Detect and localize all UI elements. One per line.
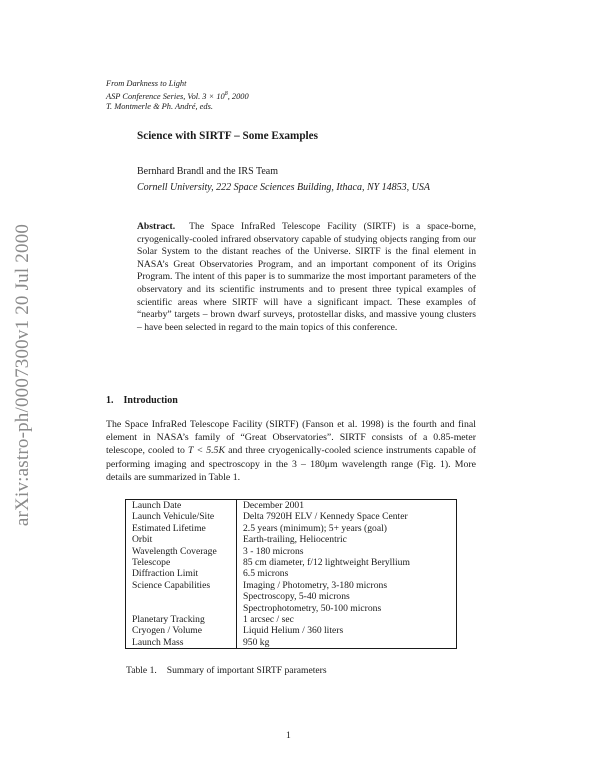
table-cell-label: Telescope bbox=[126, 557, 237, 568]
table-row bbox=[126, 534, 457, 545]
conference-series: ASP Conference Series, Vol. $3 \times 10^8$, 2000 bbox=[106, 91, 249, 101]
arxiv-identifier-text: arXiv:astro-ph/0007300v1 20 Jul 2000 bbox=[12, 223, 33, 527]
table-row bbox=[126, 637, 457, 649]
table-cell-value: Imaging / Photometry, 3-180 microns bbox=[243, 579, 388, 591]
author-affiliation: Cornell University, 222 Space Sciences Building, Ithaca, NY 14853, USA bbox=[137, 182, 431, 193]
table-cell-value: 6.5 microns bbox=[243, 568, 289, 580]
table-cell-label bbox=[126, 591, 237, 602]
table-cell-value: 2.5 years (minimum); 5+ years (goal) bbox=[243, 522, 387, 534]
sirtf-parameters-table bbox=[125, 499, 457, 649]
table-cell-value: 1 arcsec / sec bbox=[243, 614, 294, 626]
table-cell-label: Wavelength Coverage bbox=[126, 546, 237, 557]
table-cell-value: December 2001 bbox=[243, 500, 305, 511]
table-caption bbox=[126, 665, 327, 676]
arxiv-identifier bbox=[8, 205, 38, 545]
paper-author: Bernhard Brandl and the IRS Team bbox=[137, 166, 279, 177]
table-cell-label: Launch Mass bbox=[126, 637, 237, 649]
introduction-paragraph bbox=[106, 418, 476, 484]
conference-title: From Darkness to Light bbox=[106, 79, 187, 88]
table-cell-value: Liquid Helium / 360 liters bbox=[243, 625, 344, 637]
table-caption-text: Summary of important SIRTF parameters bbox=[166, 665, 327, 676]
abstract bbox=[137, 221, 476, 334]
intro-text-2: and three cryogenically-cooled science instruments capable of performing imaging and spectroscopy in the 3 – 180μm wavelength range (Fig. 1). More details are summarized in Table 1. bbox=[106, 445, 476, 483]
table-cell-label: Estimated Lifetime bbox=[126, 523, 237, 534]
table-row bbox=[126, 614, 457, 625]
table-cell-label: Orbit bbox=[126, 534, 237, 545]
table-cell-label bbox=[126, 603, 237, 614]
table-cell-label: Diffraction Limit bbox=[126, 568, 237, 579]
table-caption-label: Table 1. bbox=[126, 665, 157, 676]
conference-editors: T. Montmerle & Ph. André, eds. bbox=[106, 101, 213, 111]
table-row bbox=[126, 580, 457, 591]
table-row bbox=[126, 568, 457, 579]
table-row bbox=[126, 603, 457, 614]
table-body bbox=[126, 500, 457, 649]
paper-title: Science with SIRTF – Some Examples bbox=[137, 130, 318, 142]
table-cell-label: Launch Vehicule/Site bbox=[126, 511, 237, 522]
table-row bbox=[126, 511, 457, 522]
table-cell-value: 3 - 180 microns bbox=[243, 545, 304, 557]
table-row bbox=[126, 546, 457, 557]
table-cell-value: Spectroscopy, 5-40 microns bbox=[243, 591, 350, 603]
table-row bbox=[126, 557, 457, 568]
table-cell-label: Cryogen / Volume bbox=[126, 625, 237, 636]
section-number: 1. bbox=[106, 395, 114, 406]
intro-text-1: The Space InfraRed Telescope Facility (SIRTF) (Fanson et al. 1998) is the fourth and final element in NASA’s family of “Great Observatories”. SIRTF consists of a 0.85-meter telescope, cooled to bbox=[106, 419, 476, 457]
abstract-body: The Space InfraRed Telescope Facility (SIRTF) is a space-borne, cryogenically-cooled infrared observatory capable of studying objects ranging from our Solar System to the distant reaches of the Universe. SIRTF is the final element in NASA’s Great Observatories Program, and an important component of its Origins Program. The intent of this paper is to summarize the most important parameters of the observatory and its scientific instruments and to present three typical examples of scientific areas where SIRTF will have a significant impact. These examples of “nearby” targets – brown dwarf surveys, protostellar disks, and massive young clusters – have been selected in regard to the main topics of this conference. bbox=[137, 221, 477, 333]
table-row bbox=[126, 500, 457, 512]
table-cell-value: Spectrophotometry, 50-100 microns bbox=[243, 602, 382, 614]
table-row bbox=[126, 591, 457, 602]
conference-info bbox=[106, 79, 249, 112]
table-cell-value: 950 kg bbox=[243, 636, 270, 648]
abstract-heading: Abstract. bbox=[137, 221, 176, 232]
table-cell-value: 85 cm diameter, f/12 lightweight Beryllium bbox=[243, 557, 410, 569]
section-heading bbox=[106, 395, 178, 406]
section-title: Introduction bbox=[123, 395, 178, 406]
table-cell-value: Earth-trailing, Heliocentric bbox=[243, 534, 347, 546]
table-cell-value: Delta 7920H ELV / Kennedy Space Center bbox=[243, 511, 408, 523]
intro-math: T < 5.5K bbox=[188, 445, 225, 457]
table-cell-label: Science Capabilities bbox=[126, 580, 237, 591]
page-number: 1 bbox=[286, 730, 291, 741]
table-cell-label: Launch Date bbox=[126, 500, 237, 512]
table-row bbox=[126, 625, 457, 636]
table-cell-label: Planetary Tracking bbox=[126, 614, 237, 625]
table-row bbox=[126, 523, 457, 534]
